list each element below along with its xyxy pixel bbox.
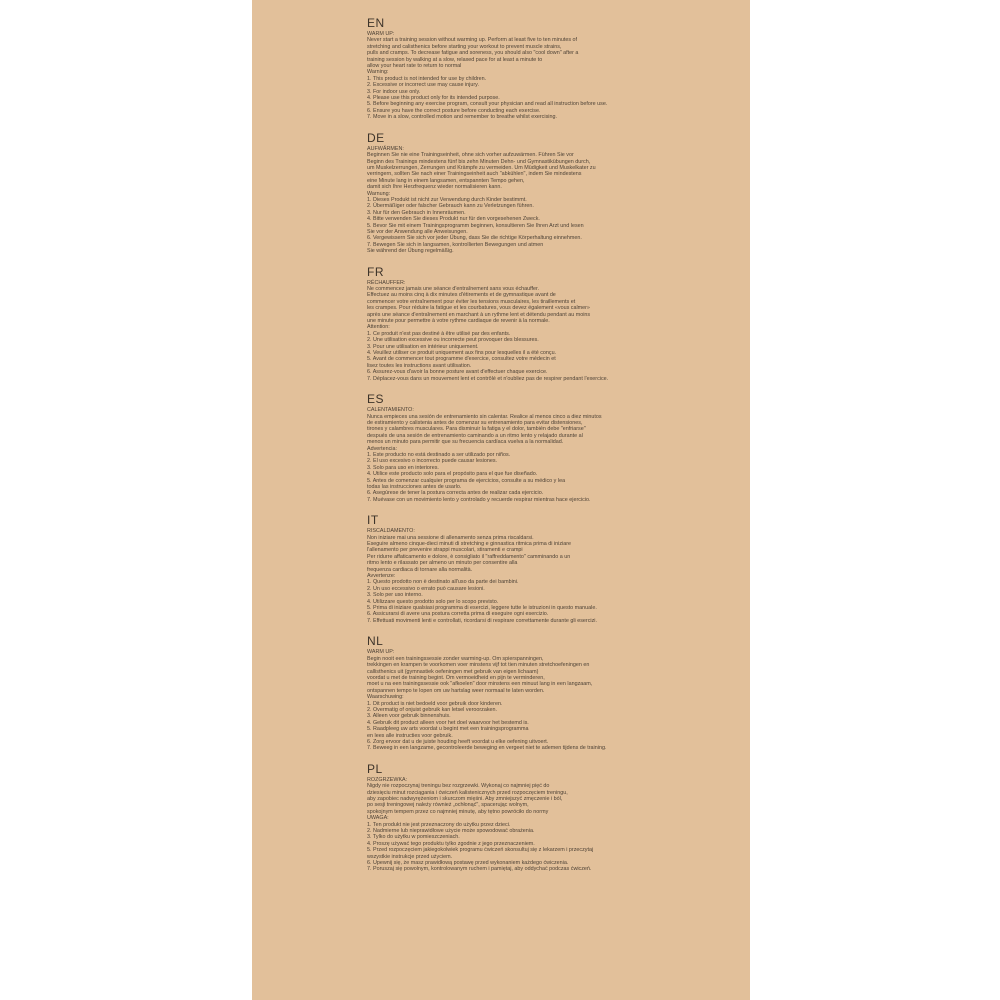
instruction-line: RÉCHAUFFER: (367, 279, 406, 286)
instruction-line: 2. El uso excesivo o incorrecto puede causar lesiones. (367, 458, 498, 465)
instruction-line: Sie vor der Anwendung alle Anweisungen. (367, 228, 468, 235)
instruction-line: 6. Assurez-vous d'avoir la bonne posture avant d'effectuer chaque exercice. (367, 369, 548, 376)
instruction-line: 2. Overmatig of onjuist gebruik kan letsel veroorzaken. (367, 706, 498, 713)
instruction-line: 5. Before beginning any exercise program, consult your physician and read all instruction before use. (367, 101, 608, 108)
instruction-line: ontspannen tempo te lopen om uw hartslag weer normaal te laten worden. (367, 687, 545, 694)
instruction-line: 1. Dieses Produkt ist nicht zur Verwendung durch Kinder bestimmt. (367, 196, 527, 203)
instruction-line: frequenza cardiaca di tornare alla normalità. (367, 566, 473, 573)
instruction-line: Advertencia: (367, 445, 397, 452)
instruction-line: 5. Bevor Sie mit einem Trainingsprogramm beginnen, konsultieren Sie Ihren Arzt und lesen (367, 222, 584, 229)
instruction-line: trekkingen en krampen te voorkomen voer minstens vijf tot tien minuten stretchoefeningen en (367, 662, 590, 669)
instruction-line: 7. Déplacez-vous dans un mouvement lent et contrôlé et n'oubliez pas de respirer pendant l'exercice. (367, 375, 609, 382)
language-section-fr (367, 266, 750, 383)
instruction-line: Warning: (367, 69, 389, 76)
instruction-line: Warnung: (367, 190, 391, 197)
instruction-line: tirones y calambres musculares. Para disminuir la fatiga y el dolor, también debe "enfriarse" (367, 426, 586, 433)
instruction-line: de estiramiento y calistenia antes de comenzar su entrenamiento para evitar distensiones, (367, 419, 583, 426)
instruction-line: Attention: (367, 324, 390, 331)
instruction-line: 1. Ce produit n'est pas destiné à être utilisé par des enfants. (367, 330, 511, 337)
instruction-line: lisez toutes les instructions avant utilisation. (367, 362, 472, 369)
instruction-line: aby zapobiec nadwyrężeniom i skurczom mięśni. Aby zmniejszyć zmęczenie i ból, (367, 796, 563, 802)
instruction-line: 2. Übermäßiger oder falscher Gebrauch kann zu Verletzungen führen. (367, 203, 534, 210)
language-section-en (367, 17, 750, 121)
language-code: IT (367, 513, 379, 528)
instruction-line: wszystkie instrukcje przed użyciem. (367, 853, 453, 860)
instruction-line: 4. Proszę używać tego produktu tylko zgodnie z jego przeznaczeniem. (367, 840, 535, 847)
instruction-line: 3. Tylko do użytku w pomieszczeniach. (367, 834, 460, 841)
instruction-line: après une séance d'entraînement en marchant à un rythme lent et détendu pendant au moins (367, 311, 591, 318)
instruction-line: 5. Prima di iniziare qualsiasi programma di esercizi, leggere tutte le istruzioni in questo manuale. (367, 605, 597, 612)
instruction-line: 3. Pour une utilisation en intérieur uniquement. (367, 343, 479, 350)
instruction-line: Nunca empieces una sesión de entrenamiento sin calentar. Realice al menos cinco a diez minutos (367, 413, 602, 420)
instruction-line: verringern, sollten Sie nach einer Trainingseinheit auch "abkühlen", indem Sie mindestens (367, 171, 582, 178)
instruction-line: 1. Dit product is niet bedoeld voor gebruik door kinderen. (367, 700, 503, 707)
instruction-line: 1. Ten produkt nie jest przeznaczony do użytku przez dzieci. (367, 821, 511, 828)
instruction-line: 1. Este producto no está destinado a ser utilizado por niños. (367, 451, 511, 458)
instruction-line: 2. Une utilisation excessive ou incorrecte peut provoquer des blessures. (367, 337, 539, 344)
instruction-line: 6. Asegúrese de tener la postura correcta antes de realizar cada ejercicio. (367, 490, 544, 497)
instruction-line: AUFWÄRMEN: (367, 145, 404, 152)
language-section-it (367, 514, 750, 624)
instruction-line: 7. Beweeg in een langzame, gecontroleerde beweging en vergeet niet te ademen tijdens de training. (367, 745, 607, 752)
instruction-line: Beginn des Trainings mindestens fünf bis zehn Minuten Dehn- und Gymnastikübungen durch, (367, 158, 591, 165)
language-section-pl (367, 763, 750, 873)
instruction-line: um Muskelzerrungen, Zerrungen und Krämpfe zu vermeiden. Um Müdigkeit und Muskelkater zu (367, 164, 596, 171)
instruction-line: une minute pour permettre à votre rythme cardiaque de revenir à la normale. (367, 318, 550, 325)
instruction-line: po sesji treningowej należy również „ochłonąć", spacerując wolnym, (367, 802, 529, 809)
instruction-line: 7. Bewegen Sie sich in langsamen, kontrollierten Bewegungen und atmen (367, 241, 544, 248)
instruction-line: Effectuez au moins cinq à dix minutes d'étirements et de gymnastique avant de (367, 292, 556, 299)
instruction-line: Avvertenze: (367, 573, 396, 580)
language-code: NL (367, 634, 384, 649)
instruction-line: 1. This product is not intended for use by children. (367, 75, 487, 82)
instruction-line: allow your heart rate to return to normal (367, 63, 462, 70)
instruction-line: Waarschuwing: (367, 694, 404, 701)
instruction-line: Per ridurre affaticamento e dolore, è consigliato il "raffreddamento" camminando a un (367, 553, 571, 560)
instruction-line: 7. Muévase con un movimiento lento y controlado y recuerde respirar mientras hace ejercicio. (367, 496, 591, 503)
instruction-line: damit sich Ihre Herzfrequenz wieder normalisieren kann. (367, 184, 502, 191)
instruction-line: moet u na een trainingssessie ook "afkoelen" door minstens een minuut lang in een langzaam, (367, 681, 593, 688)
instruction-line: 2. Excessive or incorrect use may cause injury. (367, 82, 479, 89)
instruction-line: Eseguire almeno cinque-dieci minuti di stretching e ginnastica ritmica prima di iniziare (367, 541, 572, 547)
instruction-line: después de una sesión de entrenamiento caminando a un ritmo lento y relajado durante al (367, 432, 583, 439)
instruction-line: callisthenics uit (gymnastiek oefeningen met gebruik van eigen lichaam) (367, 668, 539, 675)
instruction-line: les crampes. Pour réduire la fatigue et les courbatures, vous devez également «vous calmer» (367, 305, 590, 312)
instruction-line: dziesięciu minut rozciągania i ćwiczeń kalistenicznych przed rozpoczęciem treningu, (367, 789, 568, 796)
language-code: ES (367, 392, 385, 407)
instruction-line: en lees alle instructies voor gebruik. (367, 732, 453, 739)
instruction-line: 4. Gebruik dit product alleen voor het doel waarvoor het bestemd is. (367, 719, 529, 726)
instruction-line: CALENTAMIENTO: (367, 407, 414, 414)
instruction-line: ROZGRZEWKA: (367, 776, 408, 783)
instruction-line: 5. Antes de comenzar cualquier programa de ejercicios, consulte a su médico y lea (367, 477, 566, 484)
instruction-line: Non iniziare mai una sessione di allenamento senza prima riscaldarsi. (367, 534, 534, 541)
instruction-line: 7. Move in a slow, controlled motion and remember to breathe whilst exercising. (367, 114, 557, 121)
instruction-line: stretching and calisthenics before starting your workout to prevent muscle strains, (367, 43, 562, 50)
instruction-line: eine Minute lang in einem langsamen, entspannten Tempo gehen, (367, 177, 525, 184)
language-code: DE (367, 130, 385, 145)
instruction-line: pulls and cramps. To decrease fatigue and soreness, you should also "cool down" after a (367, 50, 579, 57)
language-code: FR (367, 264, 384, 279)
instruction-line: 4. Please use this product only for its intended purpose. (367, 95, 500, 102)
instruction-line: 5. Avant de commencer tout programme d'exercice, consultez votre médecin et (367, 356, 556, 363)
language-section-de (367, 132, 750, 255)
instruction-line: 3. Alleen voor gebruik binnenshuis. (367, 713, 451, 720)
language-code: PL (367, 761, 383, 776)
instruction-line: 3. For indoor use only. (367, 88, 421, 95)
language-section-es (367, 393, 750, 503)
instruction-line: 6. Zorg ervoor dat u de juiste houding heeft voordat u elke oefening uitvoert. (367, 738, 549, 745)
instruction-line: Beginnen Sie nie eine Trainingseinheit, ohne sich vorher aufzuwärmen. Führen Sie vor (367, 152, 574, 159)
instruction-line: spokojnym tempem przez co najmniej minutę, aby tętno powróciło do normy (367, 808, 549, 815)
instruction-line: 3. Solo para uso en interiores. (367, 464, 439, 471)
instruction-line: UWAGA: (367, 815, 389, 822)
instruction-line: RISCALDAMENTO: (367, 528, 415, 535)
instruction-line: 7. Effettuati movimenti lenti e controllati, ricordarsi di respirare correttamente durante gli esercizi. (367, 617, 597, 624)
instruction-line: 3. Solo per uso interno. (367, 592, 423, 599)
instruction-line: 6. Upewnij się, że masz prawidłową postawę przed wykonaniem każdego ćwiczenia. (367, 860, 569, 867)
instruction-line: 5. Przed rozpoczęciem jakiegokolwiek programu ćwiczeń skonsultuj się z lekarzem i przeczytaj (367, 847, 594, 854)
instruction-line: voordat u met de training begint. Om vermoeidheid en pijn te verminderen, (367, 674, 545, 681)
instruction-line: WARM UP: (367, 649, 395, 656)
instruction-line: l'allenamento per prevenire strappi muscolari, stiramenti e crampi (367, 547, 523, 554)
instruction-line: menos un minuto para permitir que su frecuencia cardíaca vuelva a la normalidad. (367, 439, 564, 446)
instruction-line: commencer votre entraînement pour éviter les tensions musculaires, les tiraillements et (367, 298, 576, 305)
instruction-line: 2. Nadmierne lub nieprawidłowe użycie może spowodować obrażenia. (367, 828, 535, 835)
instruction-line: Nigdy nie rozpoczynaj treningu bez rozgrzewki. Wykonaj co najmniej pięć do (367, 783, 550, 790)
instruction-line: training session by walking at a slow, relaxed pace for at least a minute to (367, 56, 543, 63)
language-code: EN (367, 16, 385, 30)
instruction-line: todas las instrucciones antes de usarlo. (367, 483, 462, 490)
instruction-line: 4. Veuillez utiliser ce produit uniquement aux fins pour lesquelles il a été conçu. (367, 350, 557, 357)
instruction-line: 7. Poruszaj się powolnym, kontrolowanym ruchem i pamiętaj, aby oddychać podczas ćwiczeń. (367, 866, 592, 873)
instruction-line: 3. Nur für den Gebrauch in Innenräumen. (367, 209, 466, 216)
instruction-line: 6. Vergewissern Sie sich vor jeder Übung, dass Sie die richtige Körperhaltung einnehmen. (367, 235, 582, 242)
language-section-nl (367, 635, 750, 752)
instruction-line: 2. Un uso eccessivo o errato può causare lesioni. (367, 585, 485, 592)
instruction-line: Sie während der Übung regelmäßig. (367, 248, 454, 255)
instruction-line: 1. Questo prodotto non è destinato all'uso da parte dei bambini. (367, 579, 519, 586)
instruction-line: WARM UP: (367, 31, 395, 37)
instruction-line: 4. Utilice este producto solo para el propósito para el que fue diseñado. (367, 471, 538, 478)
instruction-line: ritmo lento e rilassato per almeno un minuto per consentire alla (367, 560, 518, 567)
instruction-line: Ne commencez jamais une séance d'entraînement sans vous échauffer. (367, 286, 540, 292)
instruction-line: 5. Raadpleeg uw arts voordat u begint met een trainingsprogramma (367, 726, 529, 733)
instruction-line: Begin nooit een trainingssessie zonder warming-up. Om spierspanningen, (367, 655, 544, 662)
instruction-line: 4. Utilizzare questo prodotto solo per lo scopo previsto. (367, 598, 499, 605)
instruction-line: 6. Ensure you have the correct posture before conducting each exercise. (367, 107, 541, 114)
instruction-line: Never start a training session without warming up. Perform at least five to ten minutes of (367, 37, 578, 44)
instruction-line: 6. Assicurarsi di avere una postura corretta prima di eseguire ogni esercizio. (367, 611, 549, 618)
instruction-line: 4. Bitte verwenden Sie dieses Produkt nur für den vorgesehenen Zweck. (367, 216, 540, 223)
instruction-sheet (252, 0, 750, 1000)
